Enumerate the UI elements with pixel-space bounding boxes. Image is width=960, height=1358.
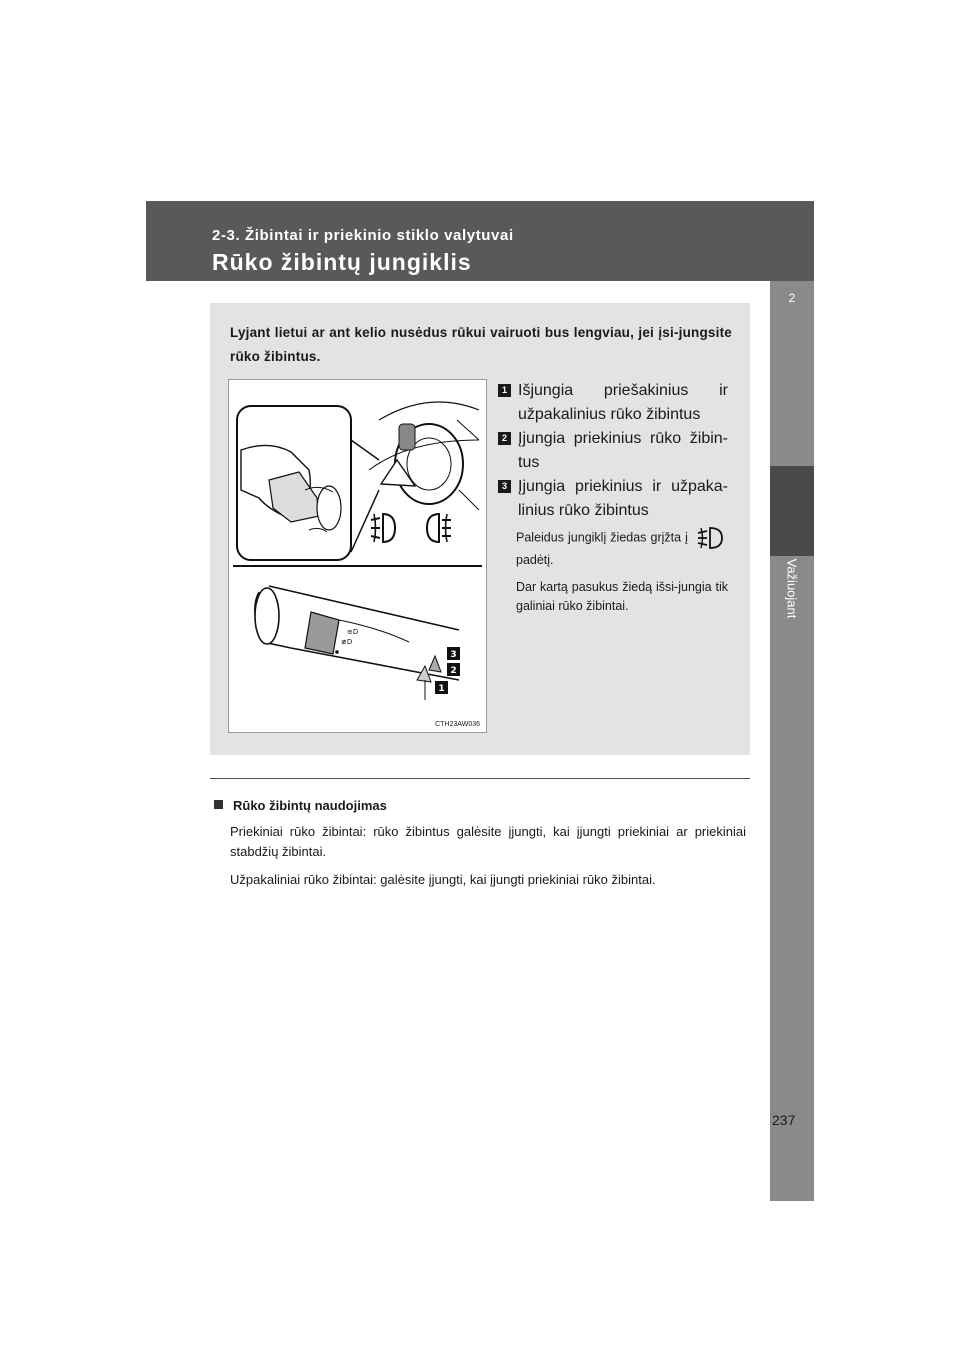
- intro-panel: [210, 303, 750, 755]
- chapter-side-tab: [770, 281, 814, 1201]
- usage-section: [214, 796, 746, 898]
- usage-rear: Užpakaliniai rūko žibintai: galėsite įjungti, kai įjungti priekiniai rūko žibintai.: [230, 872, 656, 887]
- list-item: [498, 475, 728, 523]
- note-text: Paleidus jungiklį žiedas grįžta į: [516, 530, 688, 545]
- page-title: Rūko žibintų jungiklis: [212, 249, 472, 275]
- note-return: [516, 525, 728, 570]
- illustration-drawing: [229, 380, 486, 732]
- svg-text:≡D: ≡D: [347, 628, 359, 636]
- figure-code: CTH23AW036: [435, 721, 480, 728]
- usage-heading-text: Rūko žibintų naudojimas: [233, 798, 387, 813]
- item-text: Įjungia priekinius ir užpaka-linius rūko žibintus: [518, 478, 728, 519]
- front-fog-icon: [371, 514, 395, 542]
- chapter-number: 2: [788, 291, 796, 305]
- section-title: 2-3. Žibintai ir priekinio stiklo valytuvai: [212, 227, 514, 244]
- svg-text:2: 2: [450, 666, 457, 676]
- usage-heading: [214, 796, 746, 816]
- notes: [516, 525, 728, 624]
- chapter-tab-active: [770, 466, 814, 556]
- chapter-label: Važiuojant: [784, 558, 800, 619]
- list-item: [498, 427, 728, 475]
- item-badge: 3: [498, 480, 511, 493]
- section-divider: [210, 778, 750, 779]
- item-text: Išjungia priešakinius ir užpakalinius rūko žibintus: [518, 382, 728, 423]
- svg-text:3: 3: [450, 650, 457, 660]
- svg-text:1: 1: [438, 684, 445, 694]
- front-fog-icon: [692, 525, 728, 551]
- intro-text: Lyjant lietui ar ant kelio nusėdus rūkui vairuoti bus lengviau, jei įsi-jungsite rūko žibintus.: [230, 325, 732, 364]
- list-item: [498, 379, 728, 427]
- switch-positions-list: [498, 379, 728, 523]
- chapter-header: [146, 201, 814, 281]
- item-badge: 2: [498, 432, 511, 445]
- square-bullet-icon: [214, 800, 223, 809]
- item-badge: 1: [498, 384, 511, 397]
- rear-fog-icon: [427, 514, 451, 542]
- note-text: padėtį.: [516, 553, 554, 567]
- usage-front: Priekiniai rūko žibintai: rūko žibintus galėsite įjungti, kai įjungti priekiniai ar priekiniai stabdžių žibintai.: [230, 824, 746, 859]
- switch-illustration: [228, 379, 487, 733]
- svg-text:≢D: ≢D: [341, 638, 353, 646]
- item-text: Įjungia priekinius rūko žibin-tus: [518, 430, 728, 471]
- page-number: 237: [772, 1112, 796, 1128]
- note-rear-off: Dar kartą pasukus žiedą išsi-jungia tik galiniai rūko žibintai.: [516, 580, 728, 613]
